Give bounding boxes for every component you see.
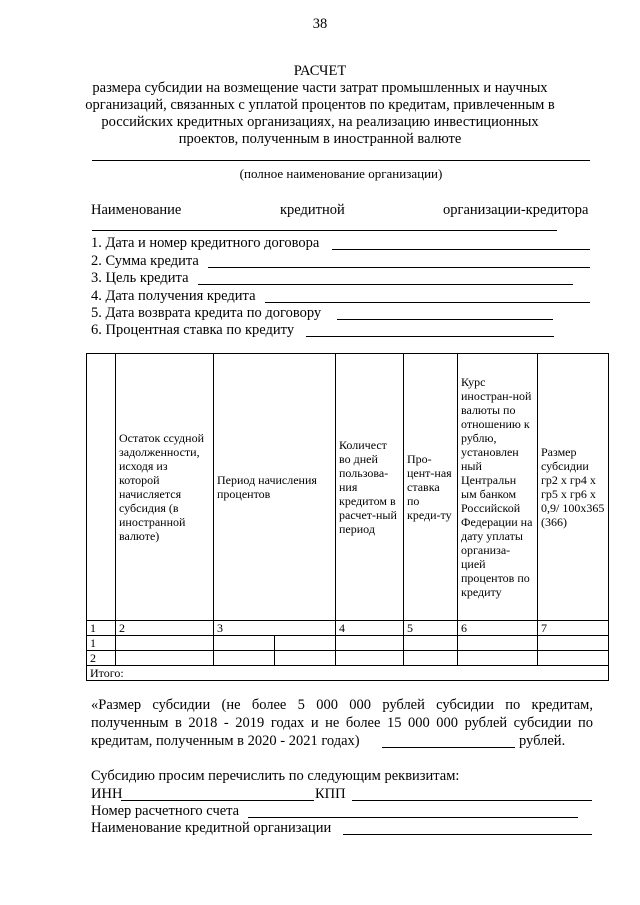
field-credit-sum-label: 2. Сумма кредита [91,253,199,269]
kpp-line[interactable] [352,800,592,801]
note-line: «Размер субсидии (не более 5 000 000 рублей субсидии по кредитам, [91,697,593,713]
subtitle-line: организаций, связанных с уплатой процентов по кредитам, привлеченным в [85,97,555,113]
field-interest-rate-label: 6. Процентная ставка по кредиту [91,322,295,338]
header-col4: Количест во дней пользова-ния кредитом в расчет-ный период [336,354,404,621]
table-row [87,636,609,651]
document-title: РАСЧЕТ [293,63,347,79]
subtitle-line: размера субсидии на возмещение части затрат промышленных и научных [92,80,548,96]
header-col7: Размер субсидии гр2 х гр4 х гр5 х гр6 х 0,9/ 100х365 (366) [538,354,609,621]
page-number: 38 [312,16,328,32]
table-header-row [87,354,609,621]
account-label: Номер расчетного счета [91,803,240,819]
note-line-prefix: кредитам, полученным в 2020 - 2021 годах) [91,733,360,749]
note-line-suffix: рублей. [519,733,566,749]
header-col2: Остаток ссудной задолженности, исходя из которой начисляется субсидия (в иностранной валюте) [116,354,214,621]
subsidy-amount-line[interactable] [382,747,515,748]
table-column-numbers-row [87,621,609,636]
col-number: 2 [116,621,214,636]
field-interest-rate-line[interactable] [306,336,554,337]
field-receipt-date-line[interactable] [265,302,590,303]
inn-line[interactable] [121,800,314,801]
account-line[interactable] [248,817,578,818]
col-number: 6 [458,621,538,636]
table-cell[interactable] [116,651,214,666]
header-col5: Про-цент-ная ставка по креди-ту [404,354,458,621]
creditor-name-line[interactable] [92,230,557,231]
col-number: 4 [336,621,404,636]
note-line: полученным в 2018 - 2019 годах и не более 15 000 000 рублей субсидии по [91,715,593,731]
field-contract-label: 1. Дата и номер кредитного договора [91,235,320,251]
table-cell[interactable] [214,636,275,651]
table-cell[interactable] [275,651,336,666]
table-cell[interactable] [336,651,404,666]
kpp-label: КПП [315,786,346,802]
table-total-row [87,666,609,681]
col-number: 7 [538,621,609,636]
col-number: 3 [214,621,336,636]
row-label: 1 [87,636,116,651]
table-cell[interactable] [336,636,404,651]
subsidy-calculation-table [86,353,609,681]
row-label: 2 [87,651,116,666]
org-name-line[interactable] [92,160,590,161]
subtitle-line: российских кредитных организациях, на реализацию инвестиционных [101,114,539,130]
table-cell[interactable] [458,651,538,666]
field-receipt-date-label: 4. Дата получения кредита [91,288,256,304]
field-credit-purpose-line[interactable] [198,284,573,285]
table-cell[interactable] [404,651,458,666]
table-cell[interactable] [404,636,458,651]
subtitle-line: проектов, полученным в иностранной валюте [178,131,462,147]
col-number: 5 [404,621,458,636]
header-col1 [87,354,116,621]
requisites-title: Субсидию просим перечислить по следующим реквизитам: [91,768,460,784]
header-col3: Период начисления процентов [214,354,336,621]
inn-label: ИНН [91,786,123,802]
creditor-label-part2: кредитной [280,202,345,218]
header-col6: Курс иностран-ной валюты по отношению к рублю, установлен ный Центральн ым банком Российской Федерации на дату уплаты организа-цией процентов по кредиту [458,354,538,621]
table-cell[interactable] [538,651,609,666]
table-cell[interactable] [538,636,609,651]
table-row [87,651,609,666]
field-credit-purpose-label: 3. Цель кредита [91,270,189,286]
field-credit-sum-line[interactable] [208,267,590,268]
col-number: 1 [87,621,116,636]
field-contract-line[interactable] [332,249,590,250]
bank-label: Наименование кредитной организации [91,820,332,836]
table-cell[interactable] [116,636,214,651]
table-cell[interactable] [458,636,538,651]
bank-line[interactable] [343,834,592,835]
org-name-caption: (полное наименование организации) [239,166,443,181]
table-cell[interactable] [214,651,275,666]
field-return-date-label: 5. Дата возврата кредита по договору [91,305,322,321]
creditor-label-part1: Наименование [91,202,182,218]
creditor-label-part3: организации-кредитора [443,202,589,218]
field-return-date-line[interactable] [337,319,553,320]
total-label: Итого: [87,666,609,681]
table-cell[interactable] [275,636,336,651]
